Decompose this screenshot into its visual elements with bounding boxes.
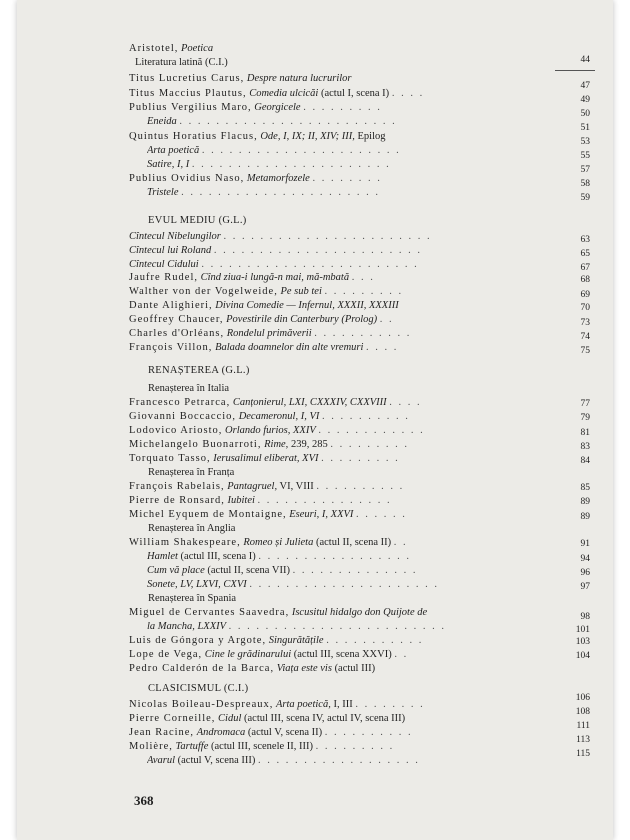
page-number: 53 [580,137,590,147]
toc-entry: Luis de Góngora y Argote, Singurătățile . . . . . . . . . . . [129,635,424,646]
toc-entry: Aristotel, Poetica [129,43,214,54]
page-number: 50 [580,109,590,119]
page-number: 115 [576,749,590,759]
toc-entry: Francesco Petrarca, Canțonierul, LXI, CXXXIV, CXXVIII . . . . [129,397,422,408]
page-number: 103 [575,637,590,647]
page-number: 85 [580,483,590,493]
toc-entry: Torquato Tasso, Ierusalimul eliberat, XVI . . . . . . . . . [129,453,400,464]
page-number: 67 [580,263,590,273]
page-number: 75 [580,346,590,356]
toc-entry: Nicolas Boileau-Despreaux, Arta poetică, I, III . . . . . . . . [129,699,425,710]
page-number: 79 [580,413,590,423]
page-number: 84 [580,456,590,466]
page-number: 70 [580,303,590,313]
section-subtitle: Renașterea în Italia [148,383,230,394]
page-number: 63 [580,235,590,245]
page-number: 106 [575,693,590,703]
toc-entry: Pierre Corneille, Cidul (actul III, scena IV, actul IV, scena III) [129,713,406,724]
page-number: 104 [575,651,590,661]
section-subtitle: Renașterea în Franța [148,467,235,478]
section-heading: CLASICISMUL (C.I.) [148,683,249,694]
page-number: 58 [580,179,590,189]
page-number: 101 [575,625,590,635]
page-number: 97 [580,582,590,592]
page-number: 98 [580,612,590,622]
section-heading: RENAȘTEREA (G.L.) [148,365,250,376]
folio-page-number: 368 [134,793,154,808]
page-number: 94 [580,554,590,564]
toc-entry: Titus Lucretius Carus, Despre natura lucrurilor [129,73,352,84]
page-number: 73 [580,318,590,328]
toc-entry: Cîntecul Cidului . . . . . . . . . . . . . . . . . . . . . . . . [129,259,419,270]
divider [555,70,595,71]
toc-entry: Dante Alighieri, Divina Comedie — Infernul, XXXII, XXXIII [129,300,399,311]
page-number: 55 [580,151,590,161]
toc-entry: Jean Racine, Andromaca (actul V, scena II) . . . . . . . . . . [129,727,413,738]
toc-entry: Satire, I, I . . . . . . . . . . . . . . . . . . . . . . [147,159,391,170]
toc-entry: Pedro Calderón de la Barca, Viața este vis (actul III) [129,663,376,674]
toc-entry: Geoffrey Chaucer, Povestirile din Canterbury (Prolog) . . [129,314,394,325]
section-heading: EVUL MEDIU (G.L.) [148,215,247,226]
toc-entry: Molière, Tartuffe (actul III, scenele II, III) . . . . . . . . . [129,741,395,752]
page-number: 69 [580,290,590,300]
page-number: 49 [580,95,590,105]
page-number: 89 [580,497,590,507]
toc-entry: Charles d'Orléans, Rondelul primăverii . . . . . . . . . . . [129,328,412,339]
page-number: 57 [580,165,590,175]
page-number: 44 [580,55,590,65]
page-number: 59 [580,193,590,203]
page-number: 51 [580,123,590,133]
toc-entry: Pierre de Ronsard, Iubitei . . . . . . . . . . . . . . . [129,495,392,506]
toc-entry: Lodovico Ariosto, Orlando furios, XXIV . . . . . . . . . . . . [129,425,425,436]
toc-entry: la Mancha, LXXIV . . . . . . . . . . . . . . . . . . . . . . . . [147,621,447,632]
page-number: 47 [580,81,590,91]
toc-entry: Quintus Horatius Flacus, Ode, I, IX; II, XIV; III, Epilog [129,131,386,142]
toc-entry: Cum vă place (actul II, scena VII) . . . . . . . . . . . . . . [147,565,418,576]
toc-entry: Cîntecul lui Roland . . . . . . . . . . . . . . . . . . . . . . . [129,245,422,256]
toc-entry: Walther von der Vogelweide, Pe sub tei . . . . . . . . . [129,286,404,297]
section-subtitle: Literatura latină (C.I.) [135,57,228,68]
toc-entry: Tristele . . . . . . . . . . . . . . . . . . . . . . [147,187,381,198]
toc-entry: Sonete, LV, LXVI, CXVI . . . . . . . . . . . . . . . . . . . . . [147,579,439,590]
toc-entry: Arta poetică . . . . . . . . . . . . . . . . . . . . . . [147,145,401,156]
page-number: 91 [580,539,590,549]
page-number: 77 [580,399,590,409]
toc-entry: William Shakespeare, Romeo și Julieta (actul II, scena II) . . [129,537,408,548]
section-subtitle: Renașterea în Anglia [148,523,236,534]
toc-entry: Eneida . . . . . . . . . . . . . . . . . . . . . . . . [147,116,397,127]
toc-entry: Hamlet (actul III, scena I) . . . . . . . . . . . . . . . . . [147,551,411,562]
page-number: 108 [575,707,590,717]
toc-entry: Michelangelo Buonarroti, Rime, 239, 285 . . . . . . . . . [129,439,409,450]
toc-entry: Giovanni Boccaccio, Decameronul, I, VI . . . . . . . . . . [129,411,410,422]
toc-entry: Publius Ovidius Naso, Metamorfozele . . . . . . . . [129,173,382,184]
page-number: 81 [580,428,590,438]
page-number: 96 [580,568,590,578]
toc-entry: Publius Vergilius Maro, Georgicele . . . . . . . . . [129,102,382,113]
page-number: 74 [580,332,590,342]
page-number: 89 [580,512,590,522]
toc-entry: Titus Maccius Plautus, Comedia ulcicăi (actul I, scena I) . . . . [129,88,425,99]
section-subtitle: Renașterea în Spania [148,593,237,604]
page-number: 113 [576,735,590,745]
page-number: 111 [576,721,590,731]
page-number: 83 [580,442,590,452]
page-number: 65 [580,249,590,259]
toc-entry: Jaufre Rudel, Cînd ziua-i lungă-n mai, mă-mbată . . . [129,272,375,283]
toc-entry: Miguel de Cervantes Saavedra, Iscusitul hidalgo don Quijote de [129,607,428,618]
book-page [17,0,613,840]
toc-entry: Cîntecul Nibelungilor . . . . . . . . . . . . . . . . . . . . . . . [129,231,432,242]
toc-entry: François Rabelais, Pantagruel, VI, VIII . . . . . . . . . . [129,481,405,492]
toc-entry: Avarul (actul V, scena III) . . . . . . . . . . . . . . . . . . [147,755,420,766]
toc-entry: Lope de Vega, Cine le grădinarului (actul III, scena XXVI) . . [129,649,409,660]
page-number: 68 [580,275,590,285]
toc-entry: Michel Eyquem de Montaigne, Eseuri, I, XXVI . . . . . . [129,509,407,520]
toc-entry: François Villon, Balada doamnelor din alte vremuri . . . . [129,342,399,353]
